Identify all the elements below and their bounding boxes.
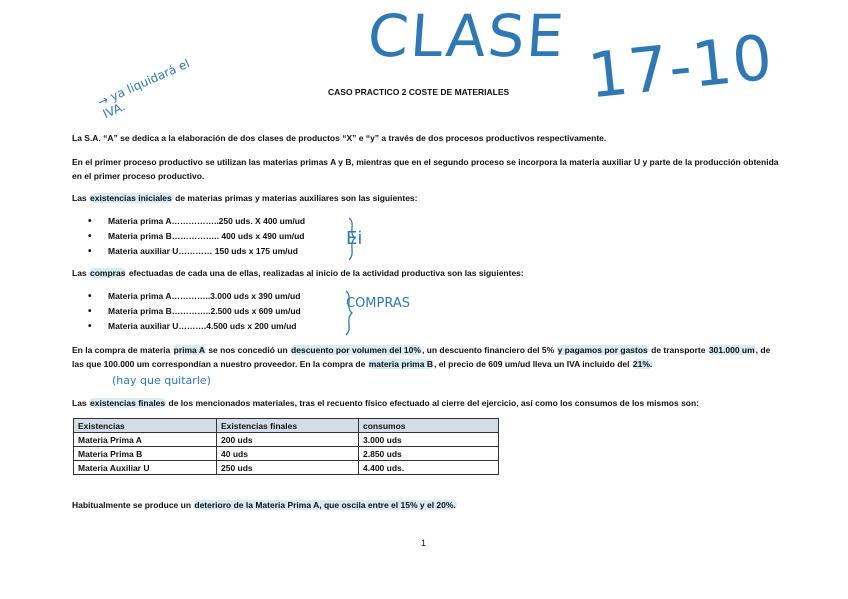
table-row: [74, 433, 499, 447]
highlighted-text: materia prima B: [368, 359, 433, 369]
text-segment: , un descuento financiero del 5%: [421, 345, 557, 355]
highlighted-text: existencias iniciales: [90, 193, 172, 203]
handwritten-ei-label: Ei: [346, 228, 363, 249]
page-title: CASO PRACTICO 2 COSTE DE MATERIALES: [328, 87, 510, 97]
table-row: [74, 461, 499, 475]
text-segment: En la compra de materia: [72, 345, 173, 355]
text-segment: Las: [72, 193, 90, 203]
table-cell: Materia Prima B: [74, 447, 217, 461]
table-header-row: [74, 419, 499, 433]
handwritten-hay-que-note: (hay que quitarle): [112, 374, 211, 387]
table-header: consumos: [359, 419, 499, 433]
highlighted-text: descuento por volumen del 10%: [291, 345, 421, 355]
paragraph-purchases: [72, 266, 782, 280]
table-header: Existencias finales: [217, 419, 359, 433]
list-item: • Materia prima B…………..2.500 uds x 609 um/ud: [88, 304, 301, 319]
highlighted-text: prima A: [173, 345, 205, 355]
handwritten-title: CLASE: [365, 2, 568, 70]
highlighted-text: 21%.: [632, 359, 653, 369]
text-segment: de los mencionados materiales, tras el recuento físico efectuado al cierre del ejercicio, así como los consumos de los mismos son:: [166, 398, 700, 408]
paragraph-final-stock: [72, 396, 782, 410]
list-item: • Materia auxiliar U………… 150 uds x 175 um/ud: [88, 244, 305, 259]
list-item: • Materia prima B…………….. 400 uds x 490 um/ud: [88, 229, 305, 244]
table-cell: 3.000 uds: [359, 433, 499, 447]
paragraph-deterioration: [72, 498, 782, 512]
table-row: [74, 447, 499, 461]
paragraph-initial-stock: [72, 191, 782, 205]
text-segment: de materias primas y materias auxiliares son las siguientes:: [172, 193, 418, 203]
list-item: • Materia prima A…………..3.000 uds x 390 um/ud: [88, 289, 301, 304]
text-segment: efectuadas de cada una de ellas, realizadas al inicio de la actividad productiva son las siguientes:: [126, 268, 524, 278]
highlighted-text: deterioro de la Materia Prima A, que oscila entre el 15% y el 20%.: [194, 500, 456, 510]
paragraph-intro: La S.A. “A” se dedica a la elaboración de dos clases de productos “X” e “y” a través de dos procesos productivos respectivamente.: [72, 133, 607, 143]
list-item: • Materia auxiliar U……….4.500 uds x 200 um/ud: [88, 319, 301, 334]
highlighted-text: 301.000 um: [708, 345, 755, 355]
table-cell: 4.400 uds.: [359, 461, 499, 475]
text-segment: Las: [72, 398, 90, 408]
text-segment: , de las que 100.000 um correspondían a nuestro proveedor. En la compra de: [72, 345, 771, 369]
text-segment: se nos concedió un: [205, 345, 291, 355]
stock-table: [73, 418, 499, 475]
highlighted-text: compras: [90, 268, 126, 278]
list-item: • Materia prima A……………..250 uds. X 400 um/ud: [88, 214, 305, 229]
page-number: 1: [421, 538, 427, 548]
handwritten-iva-note: → ya liquidará el IVA.: [95, 56, 192, 122]
highlighted-text: existencias finales: [90, 398, 166, 408]
handwritten-date: 17-10: [584, 20, 777, 113]
text-segment: Habitualmente se produce un: [72, 500, 194, 510]
text-segment: Las: [72, 268, 90, 278]
paragraph-processes: En el primer proceso productivo se utilizan las materias primas A y B, mientras que en el segundo proceso se incorpora la materia auxiliar U y parte de la producción obtenida en el primer proceso productivo.: [72, 157, 779, 181]
table-header: Existencias: [74, 419, 217, 433]
highlighted-text: y pagamos por gastos: [557, 345, 648, 355]
purchases-list: [88, 289, 301, 334]
paragraph-purchase-conditions: [72, 343, 782, 371]
text-segment: de transporte: [648, 345, 708, 355]
table-cell: Materia Auxiliar U: [74, 461, 217, 475]
table-cell: 40 uds: [217, 447, 359, 461]
text-segment: , el precio de 609 um/ud lleva un IVA incluido del: [433, 359, 632, 369]
table-cell: 250 uds: [217, 461, 359, 475]
table-cell: 2.850 uds: [359, 447, 499, 461]
handwritten-compras-label: COMPRAS: [346, 296, 411, 311]
initial-stock-list: [88, 214, 305, 259]
table-cell: 200 uds: [217, 433, 359, 447]
table-cell: Materia Prima A: [74, 433, 217, 447]
